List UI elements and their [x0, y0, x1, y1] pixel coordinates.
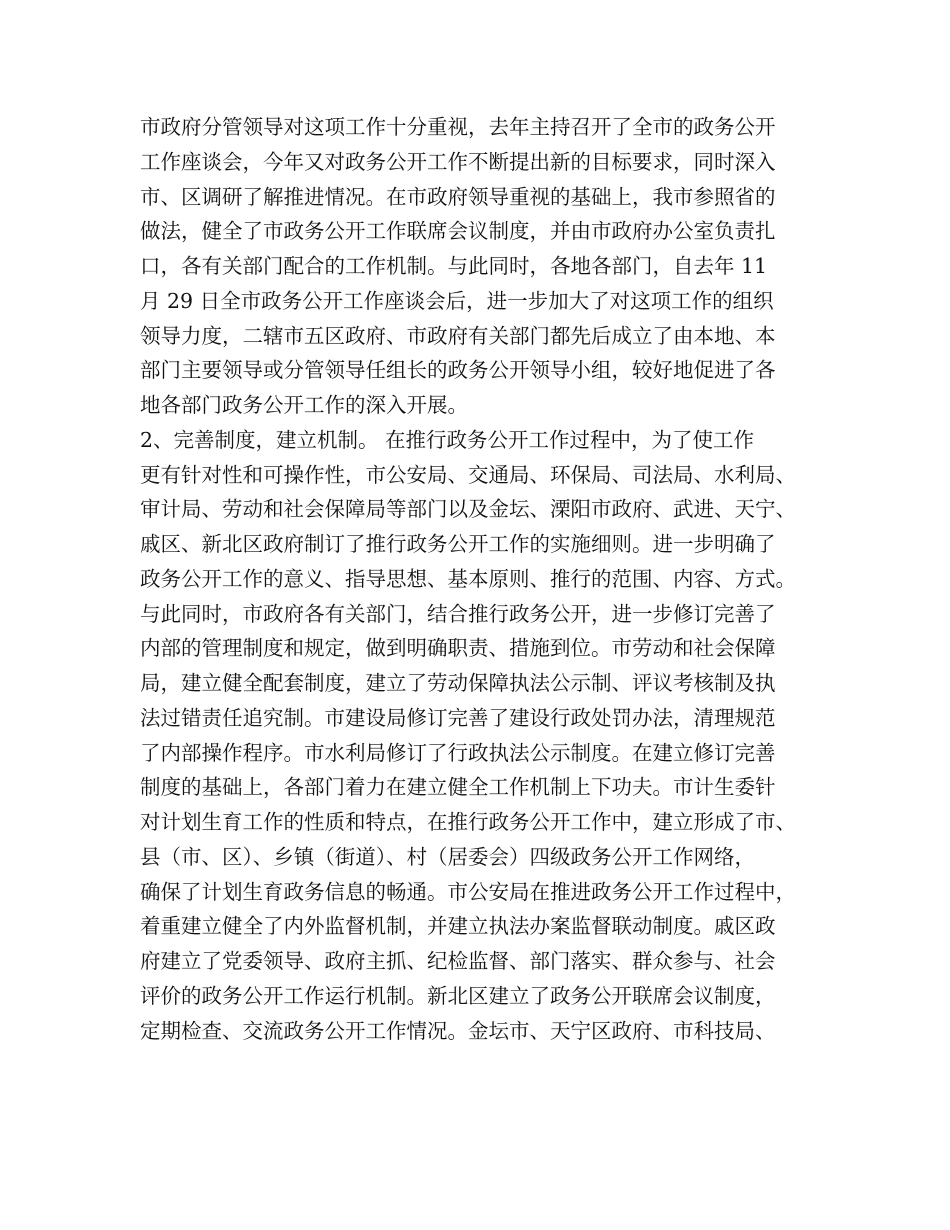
text-line: 确保了计划生育政务信息的畅通。市公安局在推进政务公开工作过程中， — [140, 879, 796, 904]
text-line: 部门主要领导或分管领导任组长的政务公开领导小组，较好地促进了各 — [140, 358, 776, 383]
text-line: 法过错责任追究制。市建设局修订完善了建设行政处罚办法，清理规范 — [140, 705, 776, 730]
text-line: 市政府分管领导对这项工作十分重视，去年主持召开了全市的政务公开 — [140, 115, 776, 139]
text-line: 戚区、新北区政府制订了推行政务公开工作的实施细则。进一步明确了 — [140, 532, 776, 556]
text-line: 工作座谈会，今年又对政务公开工作不断提出新的目标要求，同时深入 — [140, 149, 776, 174]
text-line: 与此同时，市政府各有关部门，结合推行政务公开，进一步修订完善了 — [140, 601, 776, 626]
text-line: 市、区调研了解推进情况。在市政府领导重视的基础上，我市参照省的 — [140, 184, 776, 209]
text-line: 做法，健全了市政务公开工作联席会议制度，并由市政府办公室负责扎 — [140, 219, 776, 244]
text-line: 着重建立健全了内外监督机制，并建立执法办案监督联动制度。戚区政 — [140, 914, 776, 939]
text-line: 了内部操作程序。市水利局修订了行政执法公示制度。在建立修订完善 — [140, 740, 776, 765]
text-line: 制度的基础上，各部门着力在建立健全工作机制上下功夫。市计生委针 — [140, 775, 776, 800]
text-line: 审计局、劳动和社会保障局等部门以及金坛、溧阳市政府、武进、天宁、 — [140, 497, 796, 522]
text-line: 领导力度，二辖市五区政府、市政府有关部门都先后成立了由本地、本 — [140, 323, 776, 348]
text-line: 内部的管理制度和规定，做到明确职责、措施到位。市劳动和社会保障 — [140, 636, 776, 661]
text-line: 局，建立健全配套制度，建立了劳动保障执法公示制、评议考核制及执 — [140, 671, 776, 695]
text-line: 府建立了党委领导、政府主抓、纪检监督、部门落实、群众参与、社会 — [140, 949, 776, 973]
body-text — [140, 110, 840, 1048]
text-line: 地各部门政务公开工作的深入开展。 — [140, 393, 468, 417]
text-line: 月 29 日全市政务公开工作座谈会后，进一步加大了对这项工作的组织 — [140, 288, 774, 313]
text-line: 政务公开工作的意义、指导思想、基本原则、推行的范围、内容、方式。 — [140, 566, 796, 591]
text-line: 更有针对性和可操作性，市公安局、交通局、环保局、司法局、水利局、 — [140, 462, 796, 487]
text-line: 对计划生育工作的性质和特点，在推行政务公开工作中，建立形成了市、 — [140, 810, 796, 834]
text-line: 定期检查、交流政务公开工作情况。金坛市、天宁区政府、市科技局、 — [140, 1018, 776, 1043]
text-line: 评价的政务公开工作运行机制。新北区建立了政务公开联席会议制度， — [140, 983, 776, 1008]
text-line: 县（市、区）、乡镇（街道）、村（居委会）四级政务公开工作网络， — [140, 844, 755, 869]
text-line: 2、完善制度，建立机制。 在推行政务公开工作过程中，为了使工作 — [140, 427, 755, 452]
text-line: 口，各有关部门配合的工作机制。与此同时，各地各部门，自去年 11 — [140, 254, 768, 278]
